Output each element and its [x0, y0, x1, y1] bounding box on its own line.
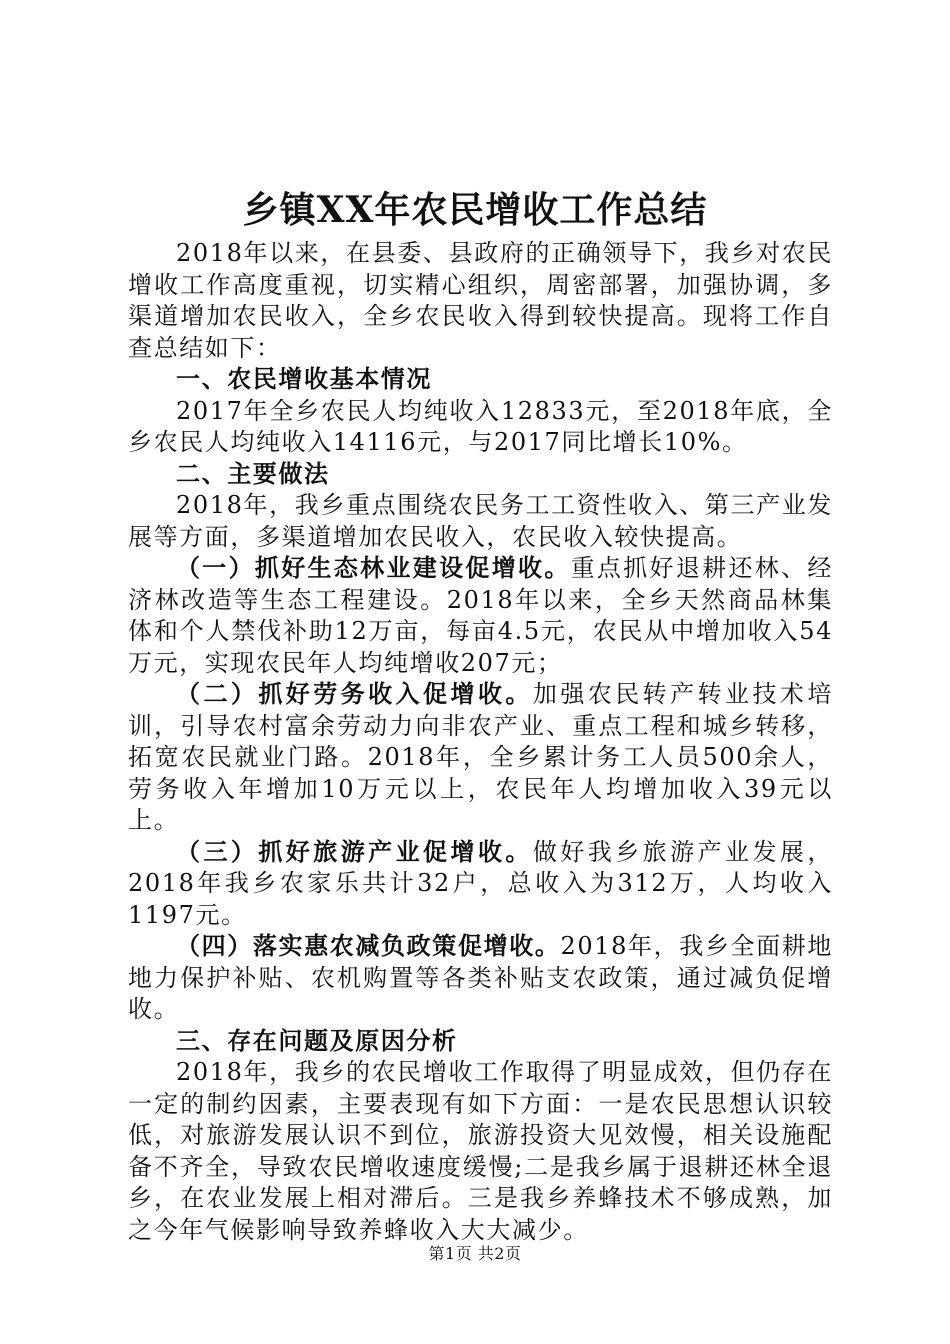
document-body: [128, 238, 833, 1246]
measure-lead: （四）落实惠农减负政策促增收。: [176, 932, 561, 960]
measure-item-tourism: [128, 837, 833, 932]
intro-paragraph: 2018年以来，在县委、县政府的正确领导下，我乡对农民增收工作高度重视，切实精心组织，周密部署，加强协调，多渠道增加农民收入，全乡农民收入得到较快提高。现将工作自查总结如下：: [128, 239, 833, 362]
measure-text: 2018年，我乡全面耕地地力保护补贴、农机购置等各类补贴支农政策，通过减负促增收。: [128, 932, 833, 1023]
measure-text: 做好我乡旅游产业发展，2018年我乡农家乐共计32户，总收入为312万，人均收入1197元。: [128, 837, 833, 929]
measure-lead: （三）抓好旅游产业促增收。: [176, 837, 533, 866]
section-paragraph-problems: 2018年，我乡的农民增收工作取得了明显成效，但仍存在一定的制约因素，主要表现有如下方面：一是农民思想认识较低，对旅游发展认识不到位，旅游投资大见效慢，相关设施配备不齐全，导致农民增收速度缓慢;二是我乡属于退耕还林全退乡，在农业发展上相对滞后。三是我乡养蜂技术不够成熟，加之今年气候影响导致养蜂收入大大减少。: [128, 1058, 833, 1244]
document-title: 乡镇XX年农民增收工作总结: [242, 189, 708, 231]
section-heading-basic-situation: 一、农民增收基本情况: [176, 365, 432, 393]
section-paragraph-basic-situation: 2017年全乡农民人均纯收入12833元，至2018年底，全乡农民人均纯收入14116元，与2017同比增长10%。: [128, 396, 833, 456]
measure-lead: （一）抓好生态林业建设促增收。: [176, 554, 571, 582]
measure-lead: （二）抓好劳务收入促增收。: [176, 680, 533, 708]
section-paragraph-main-measures: 2018年，我乡重点围绕农民务工工资性收入、第三产业发展等方面，多渠道增加农民收入，农民收入较快提高。: [128, 491, 833, 551]
measure-text: 加强农民转产转业技术培训，引导农村富余劳动力向非农产业、重点工程和城乡转移，拓宽农民就业门路。2018年，全乡累计务工人员500余人，劳务收入年增加10万元以上，农民年人均增加收入39元以上。: [128, 680, 833, 834]
measure-text: 重点抓好退耕还林、经济林改造等生态工程建设。2018年以来，全乡天然商品林集体和个人禁伐补助12万亩，每亩4.5元，农民从中增加收入54万元，实现农民年人均纯增收207元；: [128, 554, 833, 677]
measure-item-forestry: [128, 553, 833, 679]
measure-item-subsidy: [128, 931, 833, 1026]
measure-item-labor: [128, 679, 833, 837]
section-heading-problems: 三、存在问题及原因分析: [176, 1026, 458, 1055]
page-number-footer: 第1页 共2页: [428, 1244, 522, 1263]
section-heading-main-measures: 二、主要做法: [176, 459, 330, 488]
